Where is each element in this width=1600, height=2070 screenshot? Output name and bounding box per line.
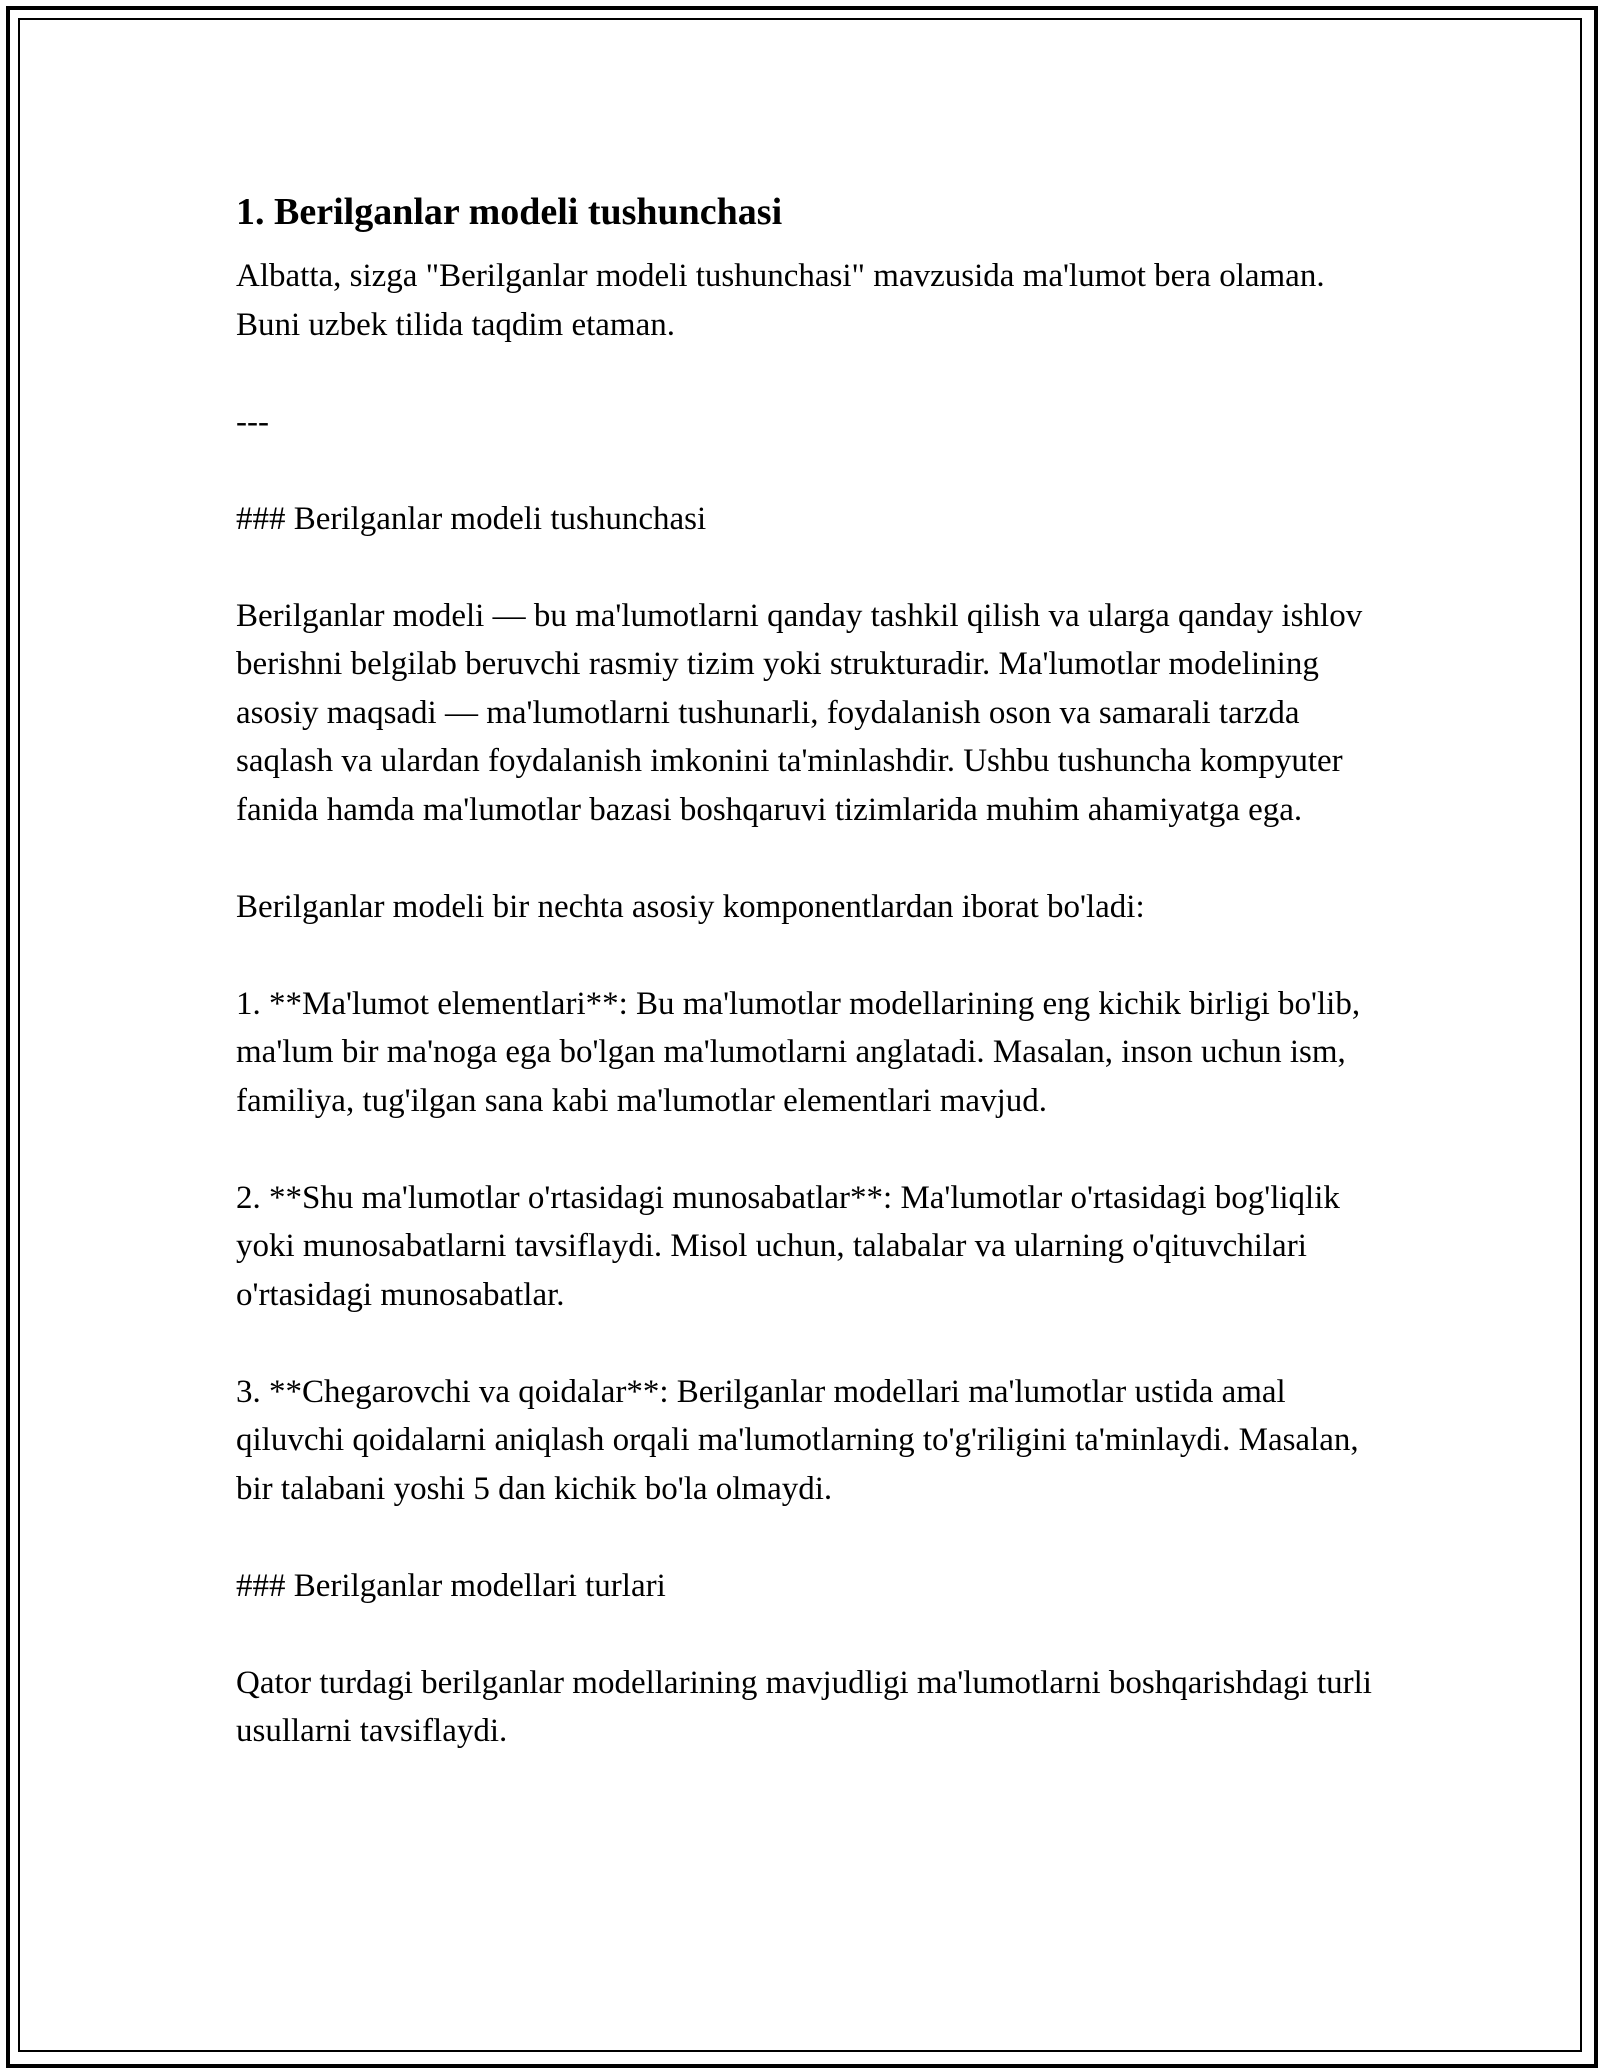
types-paragraph: Qator turdagi berilganlar modellarining mavjudligi ma'lumotlarni boshqarishdagi turli usullarni tavsiflaydi. (236, 1664, 1381, 1749)
document-body (236, 180, 1381, 1804)
document-title: 1. Berilganlar modeli tushunchasi (236, 191, 783, 233)
list-item-relationships: 2. **Shu ma'lumotlar o'rtasidagi munosabatlar**: Ma'lumotlar o'rtasidagi bog'liqlik yoki munosabatlarni tavsiflaydi. Misol uchun, talabalar va ularning o'qituvchilari o'rtasidagi munosabatlar. (236, 1179, 1349, 1313)
separator-line: --- (236, 403, 269, 440)
list-item-constraints: 3. **Chegarovchi va qoidalar**: Berilganlar modellari ma'lumotlar ustida amal qiluvchi qoidalarni aniqlash orqali ma'lumotlarning to'g'riligini ta'minlaydi. Masalan, bir talabani yoshi 5 dan kichik bo'la olmaydi. (236, 1373, 1367, 1507)
list-item-data-elements: 1. **Ma'lumot elementlari**: Bu ma'lumotlar modellarining eng kichik birligi bo'lib, ma'lum bir ma'noga ega bo'lgan ma'lumotlarni anglatadi. Masalan, inson uchun ism, familiya, tug'ilgan sana kabi ma'lumotlar elementlari mavjud. (236, 985, 1369, 1119)
section-heading-concept: ### Berilganlar modeli tushunchasi (236, 500, 707, 537)
components-intro-paragraph: Berilganlar modeli bir nechta asosiy komponentlardan iborat bo'ladi: (236, 888, 1145, 925)
definition-paragraph: Berilganlar modeli — bu ma'lumotlarni qanday tashkil qilish va ularga qanday ishlov berishni belgilab beruvchi rasmiy tizim yoki strukturadir. Ma'lumotlar modelining asosiy maqsadi — ma'lumotlarni tushunarli, foydalanish oson va samarali tarzda saqlash va ulardan foydalanish imkonini ta'minlashdir. Ushbu tushuncha kompyuter fanida hamda ma'lumotlar bazasi boshqaruvi tizimlarida muhim ahamiyatga ega. (236, 597, 1371, 828)
section-heading-types: ### Berilganlar modellari turlari (236, 1567, 666, 1604)
intro-paragraph: Albatta, sizga "Berilganlar modeli tushunchasi" mavzusida ma'lumot bera olaman. Buni uzbek tilida taqdim etaman. (236, 258, 1333, 343)
